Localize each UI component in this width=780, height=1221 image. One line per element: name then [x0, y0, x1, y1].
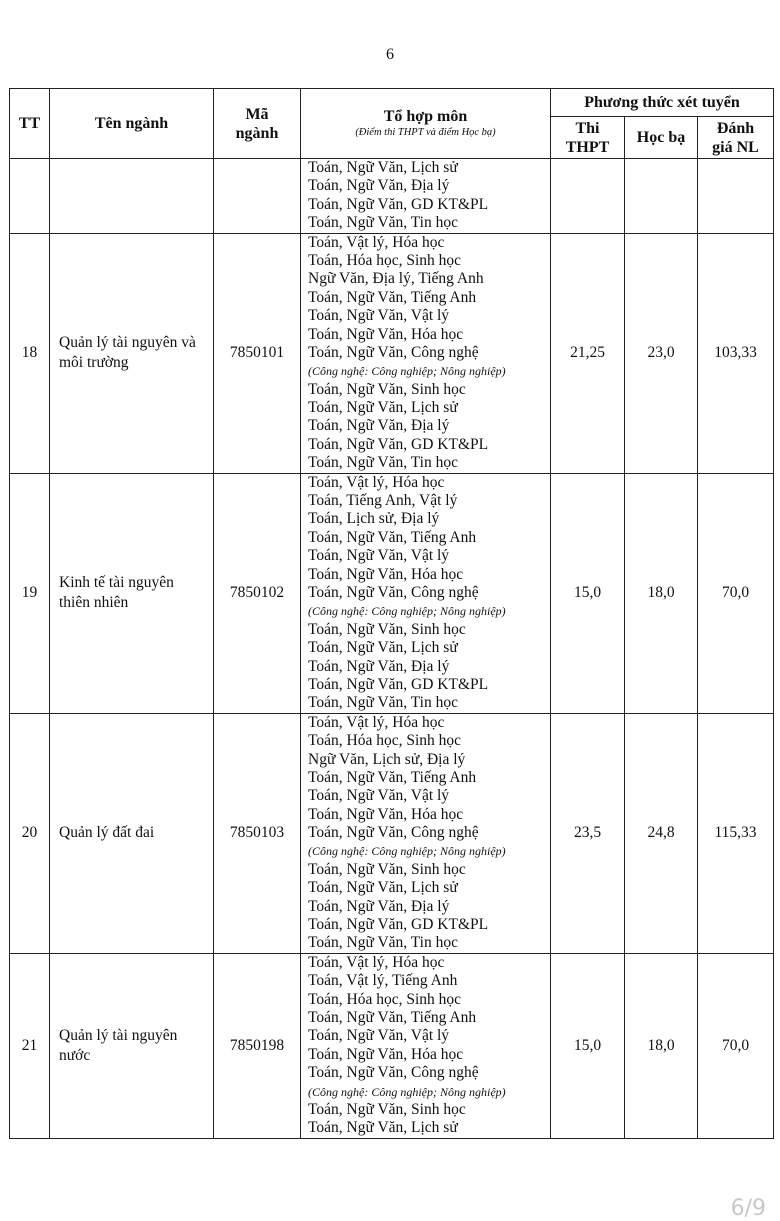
- subject-note: (Công nghệ: Công nghiệp; Nông nghiệp): [308, 364, 506, 379]
- header-ma-nganh-line2: ngành: [235, 124, 279, 142]
- header-to-hop-subtitle: (Điểm thi THPT và điểm Học bạ): [355, 127, 496, 138]
- cell-major-name: Quản lý đất đai: [50, 713, 214, 953]
- subject-combination: Toán, Ngữ Văn, Công nghệ: [308, 583, 479, 601]
- subject-combination: Toán, Ngữ Văn, Hóa học: [308, 325, 464, 343]
- cell-score-danh-gia-nl: 103,33: [698, 233, 774, 473]
- admission-table-container: [9, 88, 773, 1139]
- header-to-hop: [301, 89, 551, 159]
- subject-combination: Toán, Ngữ Văn, Tiếng Anh: [308, 1008, 477, 1026]
- subject-note: (Công nghệ: Công nghiệp; Nông nghiệp): [308, 1084, 506, 1099]
- subject-combination: Toán, Ngữ Văn, Công nghệ: [308, 824, 479, 842]
- table-row: [10, 233, 774, 473]
- cell-major-code: 7850198: [214, 953, 301, 1138]
- subject-combination: Toán, Ngữ Văn, Hóa học: [308, 805, 464, 823]
- cell-major-name: Kinh tế tài nguyên thiên nhiên: [50, 473, 214, 713]
- subject-combination: Toán, Ngữ Văn, GD KT&PL: [308, 916, 489, 934]
- subject-combination: Toán, Ngữ Văn, Lịch sử: [308, 399, 458, 417]
- cell-tt: 19: [10, 473, 50, 713]
- cell-subject-combinations: [301, 473, 551, 713]
- cell-score-thpt: [551, 159, 625, 234]
- cell-score-hoc-ba: 24,8: [625, 713, 698, 953]
- cell-subject-combinations: [301, 953, 551, 1138]
- subject-combination: Toán, Ngữ Văn, Công nghệ: [308, 343, 479, 361]
- subject-combination: Toán, Lịch sử, Địa lý: [308, 510, 440, 528]
- subject-combination: Toán, Ngữ Văn, Công nghệ: [308, 1064, 479, 1082]
- header-danh-gia-line2: giá NL: [712, 138, 759, 156]
- admission-table: [9, 88, 774, 1139]
- subject-combination: Toán, Ngữ Văn, Sinh học: [308, 860, 466, 878]
- header-ten-nganh: Tên ngành: [50, 89, 214, 159]
- cell-subject-combinations: [301, 713, 551, 953]
- cell-major-code: [214, 159, 301, 234]
- subject-combination: Toán, Ngữ Văn, Địa lý: [308, 897, 450, 915]
- header-danh-gia-nl: [698, 117, 774, 159]
- table-row: [10, 473, 774, 713]
- cell-score-thpt: 21,25: [551, 233, 625, 473]
- header-to-hop-title: Tổ hợp môn: [383, 108, 468, 125]
- subject-combination: Toán, Ngữ Văn, Vật lý: [308, 1027, 450, 1045]
- table-header: [10, 89, 774, 159]
- subject-combination: Toán, Ngữ Văn, Địa lý: [308, 657, 450, 675]
- header-hoc-ba: Học bạ: [625, 117, 698, 159]
- subject-combination: Ngữ Văn, Lịch sử, Địa lý: [308, 750, 466, 768]
- header-thi-line2: THPT: [565, 138, 610, 156]
- subject-combination: Toán, Ngữ Văn, Địa lý: [308, 417, 450, 435]
- page-counter-watermark: 6/9: [730, 1196, 766, 1221]
- cell-major-name: Quản lý tài nguyên và môi trường: [50, 233, 214, 473]
- page-number: 6: [386, 46, 394, 63]
- subject-combination: Toán, Ngữ Văn, Hóa học: [308, 1045, 464, 1063]
- cell-score-hoc-ba: [625, 159, 698, 234]
- subject-combination: Toán, Ngữ Văn, Lịch sử: [308, 879, 458, 897]
- subject-combination: Toán, Vật lý, Hóa học: [308, 233, 445, 251]
- subject-combination: Toán, Ngữ Văn, Hóa học: [308, 565, 464, 583]
- subject-combination: Toán, Ngữ Văn, Vật lý: [308, 787, 450, 805]
- subject-note: (Công nghệ: Công nghiệp; Nông nghiệp): [308, 604, 506, 619]
- subject-combination: Toán, Ngữ Văn, Sinh học: [308, 1100, 466, 1118]
- subject-combination: Toán, Ngữ Văn, Vật lý: [308, 307, 450, 325]
- cell-score-thpt: 23,5: [551, 713, 625, 953]
- table-body: [10, 159, 774, 1139]
- subject-combination: Toán, Hóa học, Sinh học: [308, 990, 462, 1008]
- cell-subject-combinations: [301, 233, 551, 473]
- header-tt: TT: [10, 89, 50, 159]
- cell-major-name: Quản lý tài nguyên nước: [50, 953, 214, 1138]
- subject-combination: Toán, Ngữ Văn, Tin học: [308, 454, 458, 472]
- subject-combination: Toán, Ngữ Văn, Tiếng Anh: [308, 768, 477, 786]
- cell-score-hoc-ba: 23,0: [625, 233, 698, 473]
- cell-score-danh-gia-nl: 70,0: [698, 473, 774, 713]
- subject-combination: Toán, Ngữ Văn, Tin học: [308, 214, 458, 232]
- cell-major-code: 7850102: [214, 473, 301, 713]
- cell-score-hoc-ba: 18,0: [625, 953, 698, 1138]
- subject-combination: Toán, Ngữ Văn, GD KT&PL: [308, 435, 489, 453]
- subject-combination: Toán, Ngữ Văn, Địa lý: [308, 177, 450, 195]
- cell-score-thpt: 15,0: [551, 953, 625, 1138]
- subject-combination: Toán, Ngữ Văn, Sinh học: [308, 380, 466, 398]
- subject-combination: Toán, Hóa học, Sinh học: [308, 251, 462, 269]
- header-thi-line1: Thi: [575, 119, 600, 137]
- cell-major-name: [50, 159, 214, 234]
- cell-score-hoc-ba: 18,0: [625, 473, 698, 713]
- subject-combination: Toán, Hóa học, Sinh học: [308, 732, 462, 750]
- subject-combination: Toán, Ngữ Văn, Lịch sử: [308, 639, 458, 657]
- subject-combination: Toán, Ngữ Văn, GD KT&PL: [308, 675, 489, 693]
- subject-combination: Toán, Ngữ Văn, Vật lý: [308, 547, 450, 565]
- subject-combination: Toán, Tiếng Anh, Vật lý: [308, 492, 458, 510]
- table-row: [10, 159, 774, 234]
- subject-combination: Toán, Ngữ Văn, Tin học: [308, 694, 458, 712]
- subject-combination: Toán, Vật lý, Hóa học: [308, 713, 445, 731]
- subject-combination: Toán, Ngữ Văn, Tiếng Anh: [308, 528, 477, 546]
- cell-subject-combinations: [301, 159, 551, 234]
- header-thi-thpt: [551, 117, 625, 159]
- subject-combination: Toán, Vật lý, Tiếng Anh: [308, 972, 458, 990]
- cell-score-thpt: 15,0: [551, 473, 625, 713]
- cell-major-code: 7850101: [214, 233, 301, 473]
- table-row: [10, 713, 774, 953]
- cell-score-danh-gia-nl: 70,0: [698, 953, 774, 1138]
- subject-combination: Toán, Vật lý, Hóa học: [308, 473, 445, 491]
- table-row: [10, 953, 774, 1138]
- subject-combination: Toán, Ngữ Văn, Lịch sử: [308, 159, 458, 176]
- header-phuong-thuc: Phương thức xét tuyển: [551, 89, 774, 117]
- subject-combination: Toán, Ngữ Văn, Tin học: [308, 934, 458, 952]
- cell-tt: 20: [10, 713, 50, 953]
- cell-score-danh-gia-nl: [698, 159, 774, 234]
- cell-tt: [10, 159, 50, 234]
- header-ma-nganh: [214, 89, 301, 159]
- subject-note: (Công nghệ: Công nghiệp; Nông nghiệp): [308, 844, 506, 859]
- subject-combination: Toán, Ngữ Văn, Sinh học: [308, 620, 466, 638]
- cell-tt: 21: [10, 953, 50, 1138]
- subject-combination: Toán, Ngữ Văn, GD KT&PL: [308, 195, 489, 213]
- subject-combination: Toán, Ngữ Văn, Tiếng Anh: [308, 288, 477, 306]
- header-ma-nganh-line1: Mã: [245, 105, 269, 123]
- cell-score-danh-gia-nl: 115,33: [698, 713, 774, 953]
- header-danh-gia-line1: Đánh: [716, 119, 755, 137]
- cell-major-code: 7850103: [214, 713, 301, 953]
- subject-combination: Toán, Ngữ Văn, Lịch sử: [308, 1119, 458, 1137]
- subject-combination: Ngữ Văn, Địa lý, Tiếng Anh: [308, 270, 484, 288]
- subject-combination: Toán, Vật lý, Hóa học: [308, 953, 445, 971]
- cell-tt: 18: [10, 233, 50, 473]
